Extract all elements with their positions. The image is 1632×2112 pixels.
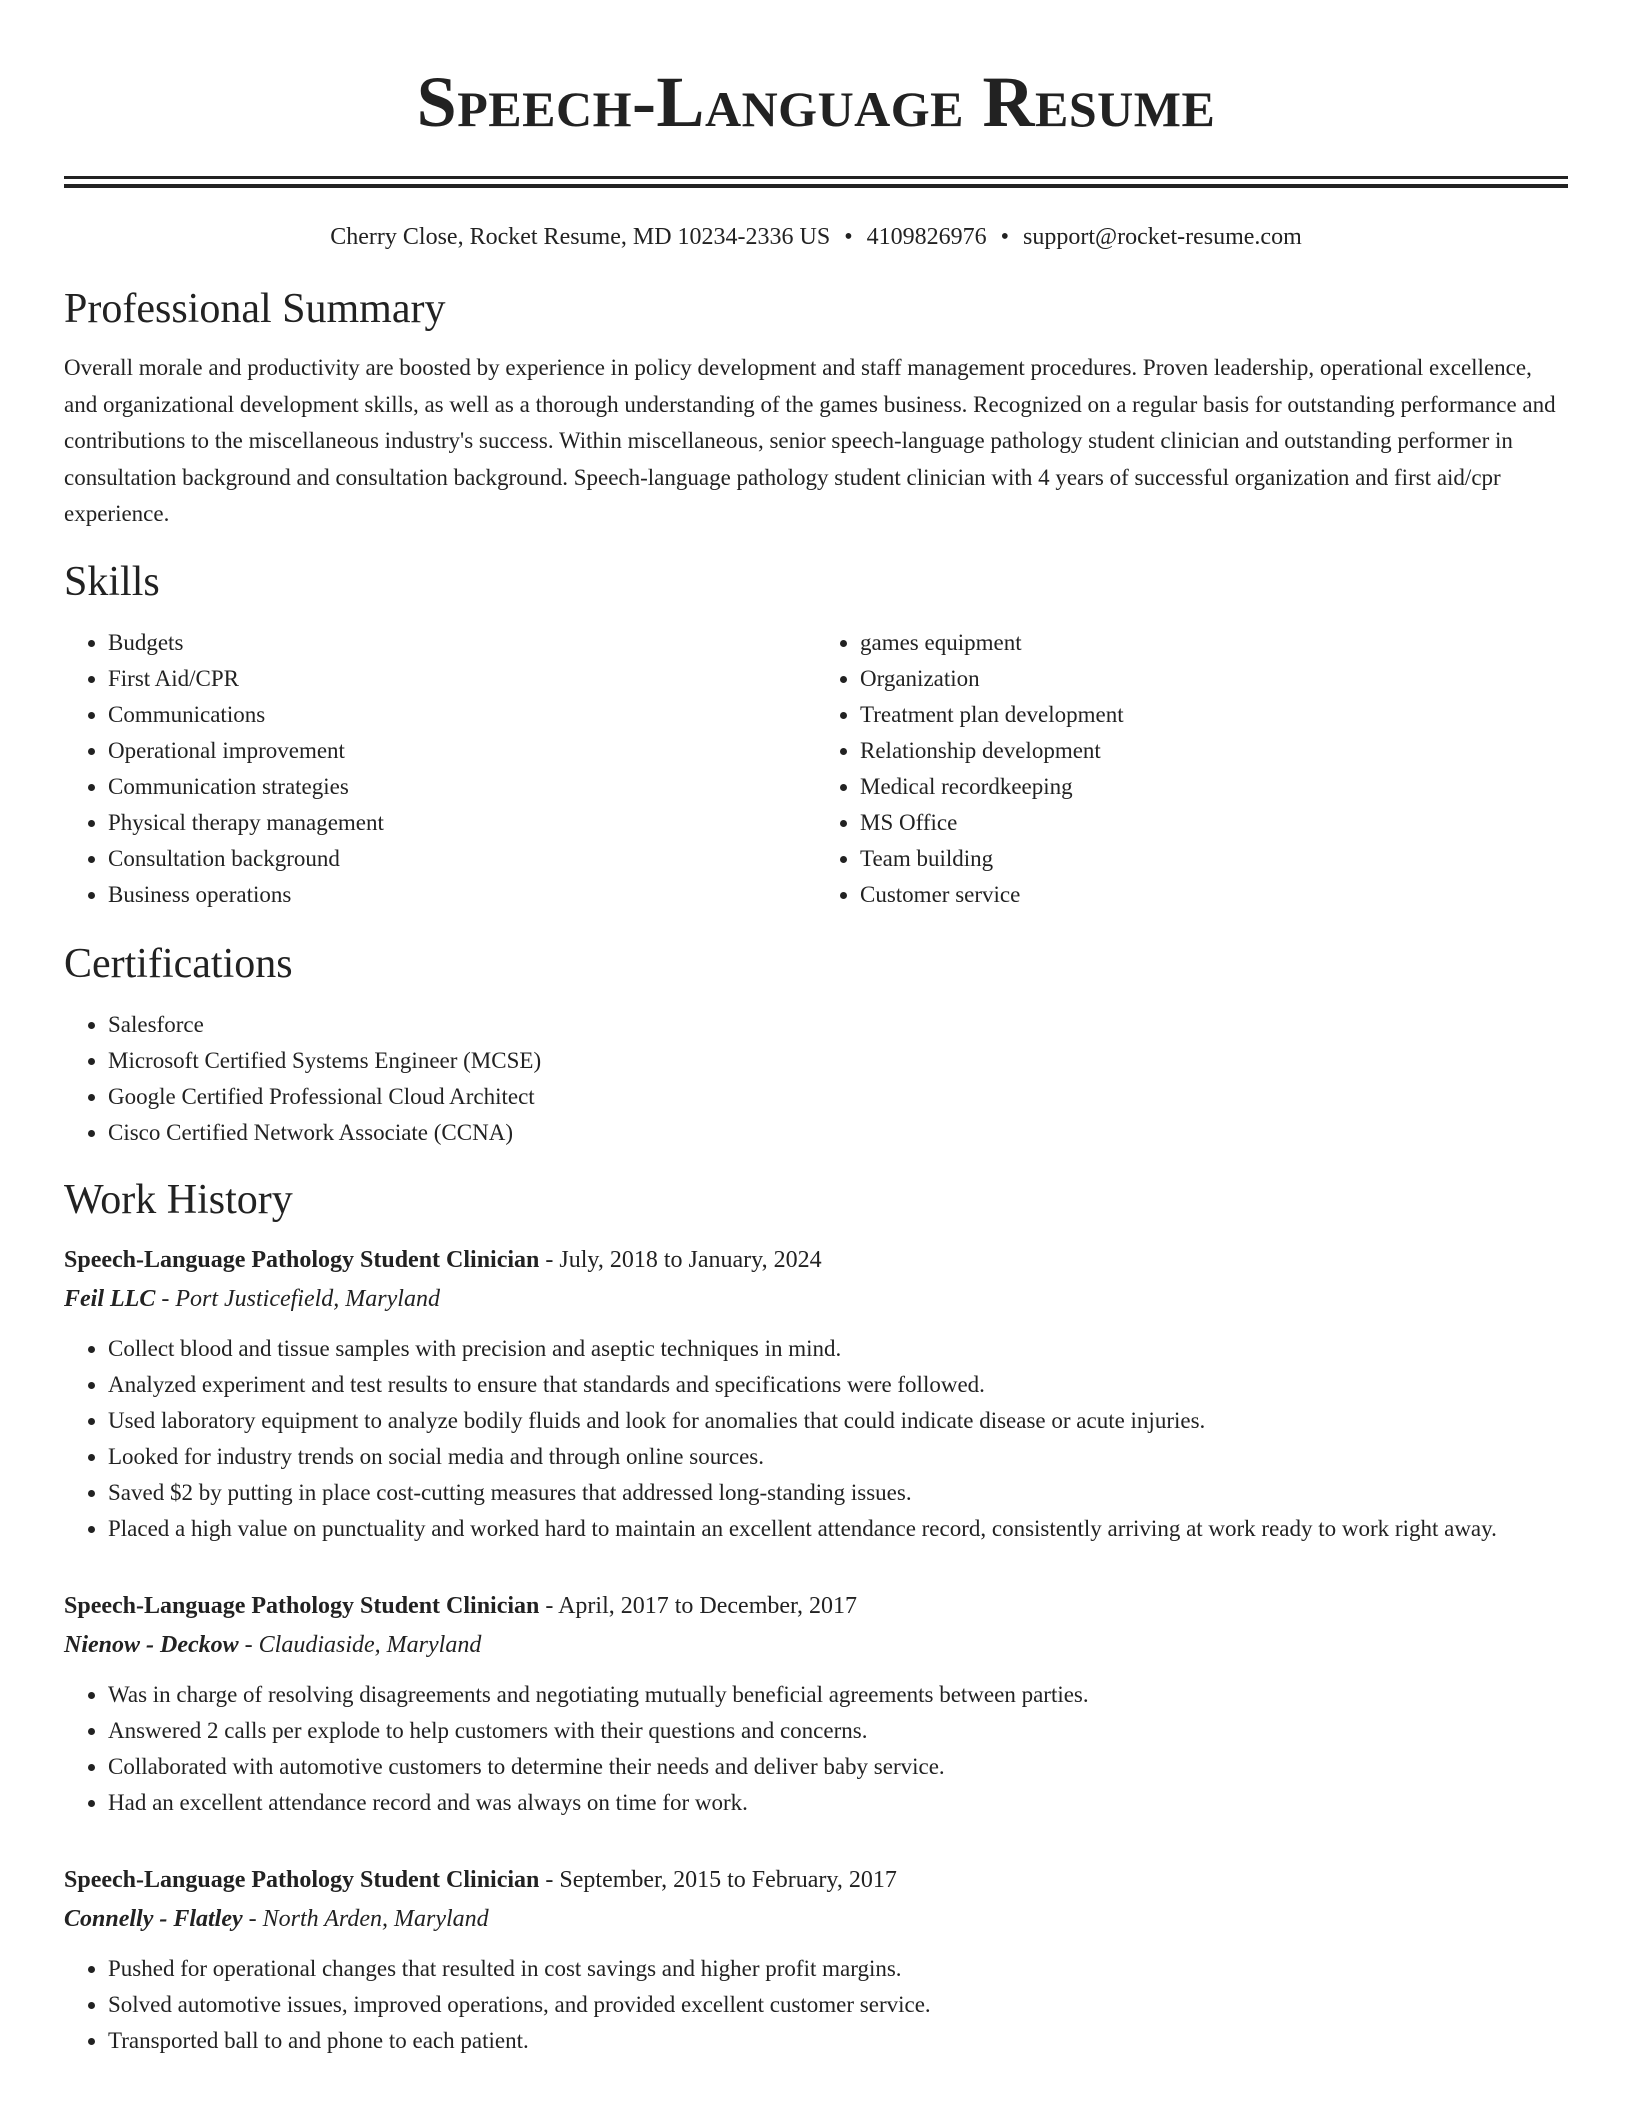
skill-item: • Business operations [108,877,816,913]
job-entry [64,1861,1568,2059]
job-bullet: • Saved $2 by putting in place cost-cutting measures that addressed long-standing issues. [108,1475,1568,1511]
job-bullet: • Had an excellent attendance record and was always on time for work. [108,1785,1568,1821]
job-dash: - [539,1246,560,1273]
certification-item: • Microsoft Certified Systems Engineer (MCSE) [108,1043,1568,1079]
certification-item: • Salesforce [108,1007,1568,1043]
job-bullet: • Transported ball to and phone to each patient. [108,2023,1568,2059]
job-entry [64,1241,1568,1547]
resume-title: Speech-Language Resume [416,62,1216,142]
job-bullet: • Used laboratory equipment to analyze bodily fluids and look for anomalies that could indicate disease or acute injuries. [108,1403,1568,1439]
skill-item: • games equipment [860,625,1568,661]
job-bullet: • Looked for industry trends on social media and through online sources. [108,1439,1568,1475]
job-entry [64,1587,1568,1821]
skill-item: • Physical therapy management [108,805,816,841]
job-bullet: • Collaborated with automotive customers to determine their needs and deliver baby service. [108,1749,1568,1785]
contact-line [64,222,1568,252]
skill-item: • Team building [860,841,1568,877]
contact-separator: • [1000,224,1010,250]
job-company-line [64,1625,1568,1665]
skill-item: • Organization [860,661,1568,697]
contact-address: Cherry Close, Rocket Resume, MD 10234-2336 US [330,224,831,250]
job-dates: September, 2015 to February, 2017 [559,1866,897,1893]
skills-columns [64,625,1568,913]
certification-item: • Google Certified Professional Cloud Architect [108,1079,1568,1115]
skill-item: • Communication strategies [108,769,816,805]
job-bullet: • Pushed for operational changes that resulted in cost savings and higher profit margins. [108,1951,1568,1987]
job-bullets [64,1331,1568,1547]
skill-item: • Communications [108,697,816,733]
job-bullet: • Placed a high value on punctuality and worked hard to maintain an excellent attendance record, consistently arriving at work ready to work right away. [108,1511,1568,1547]
job-location: Claudiaside, Maryland [258,1631,482,1658]
job-dash: - [242,1905,263,1932]
certification-item: • Cisco Certified Network Associate (CCNA) [108,1115,1568,1151]
job-dash: - [539,1866,560,1893]
job-dash: - [539,1592,559,1619]
summary-text: Overall morale and productivity are boosted by experience in policy development and staff management procedures. Proven leadership, operational excellence, and organizational development skills, as well as a thorough understanding of the games business. Recognized on a regular basis for outstanding performance and contributions to the miscellaneous industry's success. Within miscellaneous, senior speech-language pathology student clinician and outstanding performer in consultation background and consultation background. Speech-language pathology student clinician with 4 years of successful organization and first aid/cpr experience. [64,355,1556,526]
job-dates: April, 2017 to December, 2017 [558,1592,858,1619]
job-title-line [64,1861,1568,1899]
skill-item: • Budgets [108,625,816,661]
job-bullet: • Collect blood and tissue samples with precision and aseptic techniques in mind. [108,1331,1568,1367]
job-bullet: • Solved automotive issues, improved operations, and provided excellent customer service. [108,1987,1568,2023]
job-title: Speech-Language Pathology Student Clinician [64,1866,540,1893]
job-dash: - [155,1285,176,1312]
title-double-rule [64,176,1568,188]
job-dates: July, 2018 to January, 2024 [559,1246,822,1273]
job-company: Nienow - Deckow [64,1631,239,1658]
job-title-line [64,1241,1568,1279]
job-title-line [64,1587,1568,1625]
job-bullet: • Was in charge of resolving disagreements and negotiating mutually beneficial agreements between parties. [108,1677,1568,1713]
job-company-line [64,1899,1568,1939]
job-company-line [64,1279,1568,1319]
job-company: Connelly - Flatley [64,1905,243,1932]
skill-item: • MS Office [860,805,1568,841]
job-bullets [64,1951,1568,2059]
certifications-list [64,1007,1568,1151]
job-dash: - [238,1631,259,1658]
summary-heading: Professional Summary [64,286,446,332]
skills-list-right [816,625,1568,913]
job-bullets [64,1677,1568,1821]
skill-item: • Treatment plan development [860,697,1568,733]
skill-item: • Medical recordkeeping [860,769,1568,805]
job-title: Speech-Language Pathology Student Clinician [64,1246,540,1273]
contact-phone: 4109826976 [866,224,987,250]
skill-item: • Relationship development [860,733,1568,769]
job-location: Port Justicefield, Maryland [175,1285,440,1312]
job-bullet: • Analyzed experiment and test results to ensure that standards and specifications were followed. [108,1367,1568,1403]
job-location: North Arden, Maryland [262,1905,489,1932]
job-company: Feil LLC [64,1285,156,1312]
skill-item: • Operational improvement [108,733,816,769]
job-bullet: • Answered 2 calls per explode to help customers with their questions and concerns. [108,1713,1568,1749]
skill-item: • First Aid/CPR [108,661,816,697]
certifications-heading: Certifications [64,940,293,987]
contact-separator: • [844,224,853,250]
resume-page [64,0,1568,2059]
skills-heading: Skills [64,558,160,605]
contact-email: support@rocket-resume.com [1023,224,1302,250]
job-title: Speech-Language Pathology Student Clinician [64,1592,540,1619]
work-history-heading: Work History [64,1176,293,1223]
skills-list-left [64,625,816,913]
skill-item: • Consultation background [108,841,816,877]
skill-item: • Customer service [860,877,1568,913]
